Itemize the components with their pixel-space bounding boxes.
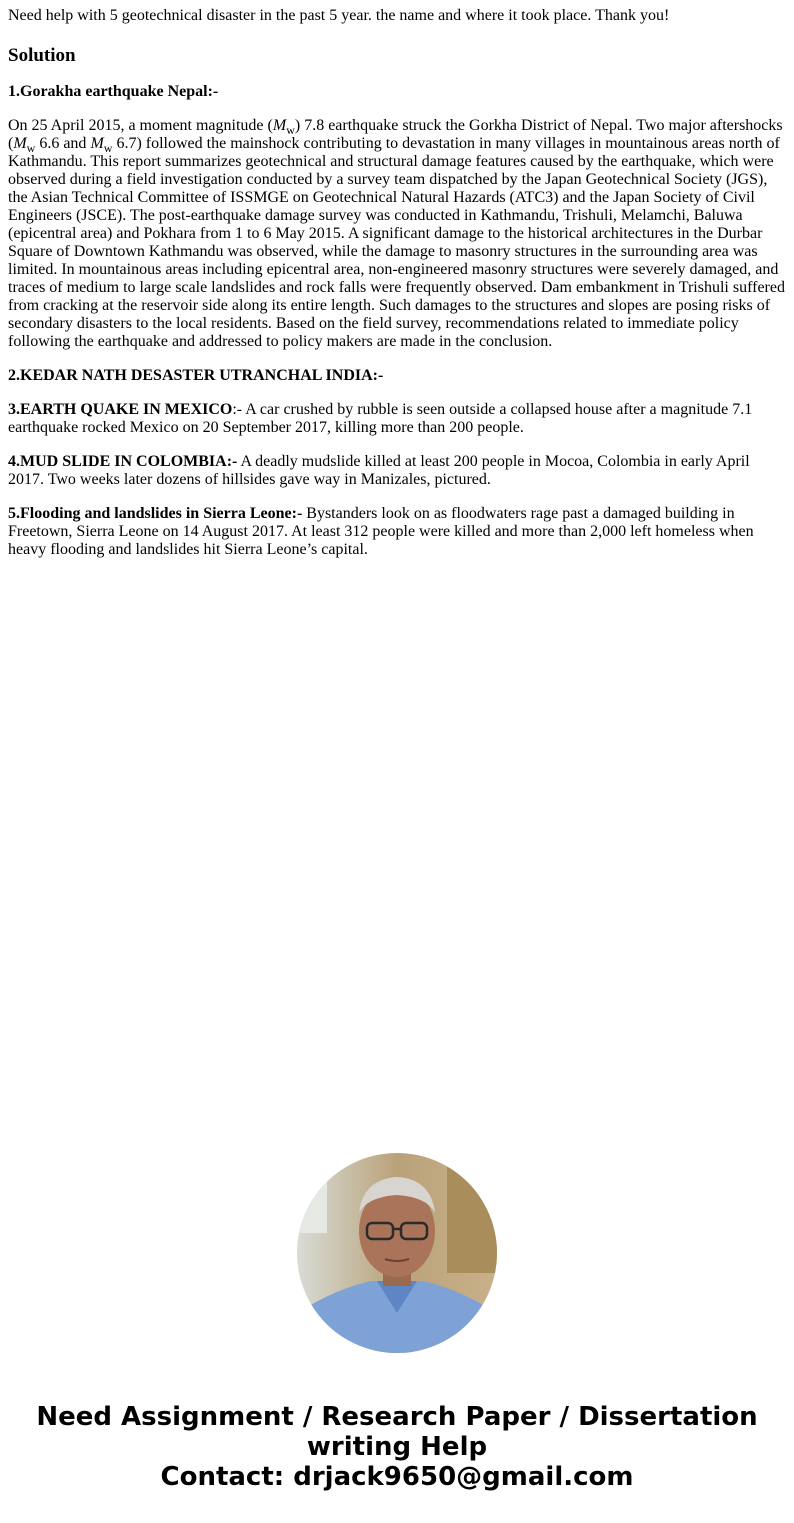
- section-heading-2: 2.KEDAR NATH DESASTER UTRANCHAL INDIA:-: [8, 367, 384, 384]
- footer-line-1: Need Assignment / Research Paper / Dissertation: [36, 1402, 758, 1432]
- paragraph-text: A deadly mudslide killed at least 200 people in Mocoa, Colombia in early April 2017. Two weeks later dozens of hillsides gave way in Manizales, pictured.: [8, 453, 750, 488]
- solution-heading: Solution: [8, 45, 76, 66]
- heading-suffix: :-: [232, 401, 246, 418]
- paragraph-text: ) 7.8 earthquake struck the Gorkha District of Nepal. Two major aftershocks (: [8, 117, 783, 152]
- footer-contact: Contact: drjack9650@gmail.com: [160, 1462, 634, 1492]
- paragraph-text: Bystanders look on as floodwaters rage past a damaged building in Freetown, Sierra Leone on 14 August 2017. At least 312 people were killed and more than 2,000 left homeless when heavy flooding and landslides hit Sierra Leone’s capital.: [8, 505, 754, 558]
- section-heading-4: 4.MUD SLIDE IN COLOMBIA:-: [8, 453, 238, 470]
- paragraph-text: 6.6 and: [35, 135, 91, 152]
- section-heading-3: 3.EARTH QUAKE IN MEXICO: [8, 401, 233, 418]
- contact-footer: [0, 1402, 794, 1492]
- section-paragraph-3: [8, 401, 786, 437]
- magnitude-symbol: M: [90, 135, 104, 152]
- section-heading-1: 1.Gorakha earthquake Nepal:-: [8, 83, 219, 100]
- paragraph-text: A car crushed by rubble is seen outside a collapsed house after a magnitude 7.1 earthquake rocked Mexico on 20 September 2017, killing more than 200 people.: [8, 401, 753, 436]
- magnitude-symbol: M: [13, 135, 27, 152]
- paragraph-text: 6.7) followed the mainshock contributing to devastation in many villages in mountainous areas north of Kathmandu. This report summarizes geotechnical and structural damage features caused by the earthquake, which were observed during a field investigation conducted by a survey team dispatched by the Japan Geotechnical Society (JGS), the Asian Technical Committee of ISSMGE on Geotechnical Natural Hazards (ATC3) and the Japan Society of Civil Engineers (JSCE). The post-earthquake damage survey was conducted in Kathmandu, Trishuli, Melamchi, Baluwa (epicentral area) and Pokhara from 1 to 6 May 2015. A significant damage to the historical architectures in the Durbar Square of Downtown Kathmandu was observed, while the damage to masonry structures in the surrounding area was limited. In mountainous areas including epicentral area, non-engineered masonry structures were severely damaged, and traces of medium to large scale landslides and rock falls were frequently observed. Dam embankment in Trishuli suffered from cracking at the reservoir side along its entire length. Such damages to the structures and slopes are posing risks of secondary disasters to the local residents. Based on the field survey, recommendations related to immediate policy following the earthquake and addressed to policy makers are made in the conclusion.: [8, 135, 785, 350]
- section-paragraph-1: [8, 117, 786, 351]
- section-paragraph-5: [8, 505, 786, 559]
- document-body: [8, 7, 786, 575]
- magnitude-subscript: w: [26, 141, 36, 155]
- magnitude-symbol: M: [272, 117, 287, 134]
- section-paragraph-4: [8, 453, 786, 489]
- paragraph-text: On 25 April 2015, a moment magnitude (: [8, 117, 273, 134]
- person-photo-icon: [297, 1153, 497, 1353]
- magnitude-subscript: w: [286, 123, 295, 137]
- section-heading-5: 5.Flooding and landslides in Sierra Leone:-: [8, 505, 303, 522]
- footer-line-2: writing Help: [306, 1432, 488, 1462]
- question-text: Need help with 5 geotechnical disaster in the past 5 year. the name and where it took place. Thank you!: [8, 7, 670, 24]
- magnitude-subscript: w: [103, 141, 113, 155]
